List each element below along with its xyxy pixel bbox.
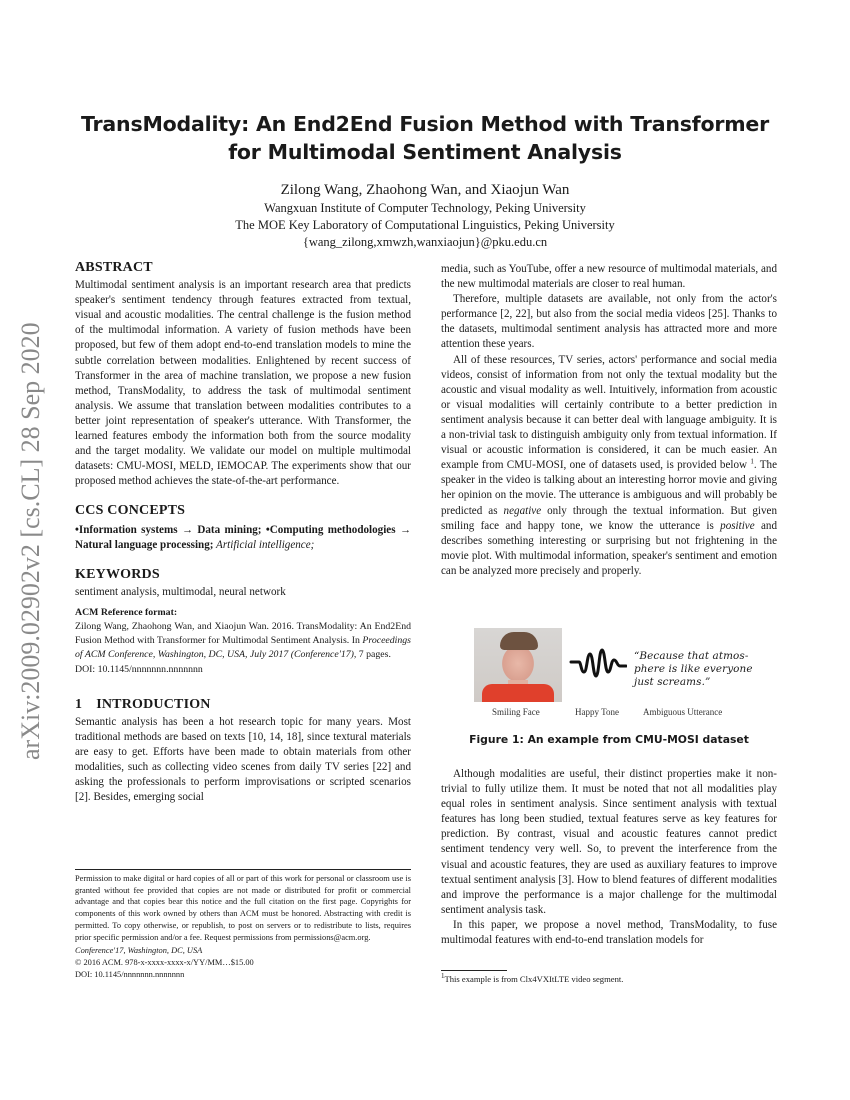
- acm-reference: [75, 606, 411, 677]
- footnote-ref[interactable]: 1: [750, 457, 754, 466]
- keywords-heading: KEYWORDS: [75, 566, 160, 582]
- p3-negative: negative: [503, 504, 542, 517]
- ccs-concepts: [75, 523, 411, 553]
- conference-line: Conference'17, Washington, DC, USA: [75, 946, 203, 956]
- intro-paragraph-3: [441, 353, 777, 579]
- acm-reference-doi: DOI: 10.1145/nnnnnnn.nnnnnnn: [75, 663, 203, 675]
- intro-paragraph-1-cont: media, such as YouTube, offer a new resource of multimodal materials, and the new multimodal materials are closer to real human.: [441, 263, 777, 291]
- section-number: 1: [75, 696, 83, 712]
- section-title: INTRODUCTION: [96, 696, 211, 712]
- right-column-bottom: [441, 767, 777, 948]
- footnote-mark: 1: [441, 972, 445, 981]
- title-line-2: for Multimodal Sentiment Analysis: [228, 140, 622, 164]
- ccs-bold: •Information systems → Data mining; •Computing methodologies → Natural language processing;: [75, 523, 411, 551]
- p3-text-a: All of these resources, TV series, actors' performance and social media videos, consist of information from not only the textual modality but the acoustic and visual modality as well. Intuitively, information from acoustic or visual modalities will certainly contribute to a better prediction in sentiment analysis because it can better deal with language ambiguity. It is a non-trivial task to distinguish ambiguity only from textual information. If visual or acoustic information is considered, it can be much easier. An example from CMU-MOSI, one of datasets used, is provided below: [441, 353, 777, 472]
- intro-paragraph-2: Therefore, multiple datasets are available, not only from the actor's performance [2, 22], but also from the social media videos [25]. Thanks to the datasets, multimodal sentiment analysis has attracted more and more attention these years.: [441, 293, 777, 351]
- permission-doi: DOI: 10.1145/nnnnnnn.nnnnnnn: [75, 969, 185, 979]
- authors: Zilong Wang, Zhaohong Wan, and Xiaojun Wan: [280, 182, 570, 198]
- acm-ref-venue: Proceedings of ACM Conference, Washington, DC, USA, July 2017 (Conference'17),: [75, 635, 411, 661]
- abstract-text: Multimodal sentiment analysis is an important research area that predicts speaker's sentiment tendency through features extracted from textual, visual and acoustic modalities. The central challenge is the fusion method of the multimodal information. A variety of fusion methods have been proposed, but few of them adopt end-to-end translation models to mine the subtle correlation between modalities. Enlightened by recent success of Transformer in the area of machine translation, we propose a new fusion method, TransModality, to address the task of multimodal sentiment analysis. We assume that translation between modalities contributes to a better joint representation of speaker's utterance. With Transformer, the learned features embody the information both from the source modality and the target modality. We validate our model on multiple multimodal datasets: CMU-MOSI, MELD, IEMOCAP. The experiments show that our proposed method achieves the state-of-the-art performance.: [75, 279, 411, 488]
- quote-line-1: “Because that atmos-: [634, 650, 749, 662]
- label-smiling-face: Smiling Face: [492, 707, 540, 717]
- affiliation-1: Wangxuan Institute of Computer Technology, Peking University: [264, 201, 586, 215]
- p3-text-c: only through the textual information. But given smiling face and happy tone, we know the utterance is: [441, 504, 778, 532]
- abstract-heading: ABSTRACT: [75, 260, 153, 275]
- acm-ref-authors: Zilong Wang, Zhaohong Wan, and Xiaojun Wan. 2016. TransModality: An End2End Fusion Method with Transformer for Multimodal Sentiment Analysis. In: [75, 620, 411, 647]
- footnote-rule: [441, 970, 507, 971]
- left-column: [75, 260, 411, 805]
- footnote-text: This example is from Clx4VXItLTE video segment.: [444, 974, 624, 984]
- smiling-face-photo: [474, 628, 562, 702]
- permission-rule: [75, 869, 411, 870]
- right-column-top: [441, 262, 777, 579]
- affiliation-2: The MOE Key Laboratory of Computational Linguistics, Peking University: [235, 218, 615, 232]
- quote-line-3: just screams.”: [634, 676, 711, 688]
- arxiv-stamp: arXiv:2009.02902v2 [cs.CL] 28 Sep 2020: [16, 322, 45, 760]
- introduction-heading: [75, 697, 411, 712]
- title-line-1: TransModality: An End2End Fusion Method with Transformer: [80, 112, 770, 136]
- quote-line-2: phere is like everyone: [634, 663, 753, 675]
- label-happy-tone: Happy Tone: [575, 707, 619, 717]
- label-ambiguous-utterance: Ambiguous Utterance: [643, 707, 723, 717]
- p3-positive: positive: [720, 519, 755, 532]
- intro-paragraph-1: Semantic analysis has been a hot research topic for many years. Most traditional methods are based on texts [10, 14, 18], since textural materials are easy to get. Efforts have been made to obtain materials from other modalities, such as collecting video scenes from daily TV series [22] and asking the professionals to perform improvisations or scripted scenarios [2]. Besides, emerging social: [75, 715, 411, 804]
- acm-ref-pages: 7 pages.: [356, 649, 391, 661]
- acm-reference-text: [75, 620, 411, 663]
- permission-text: Permission to make digital or hard copies of all or part of this work for personal or classroom use is granted without fee provided that copies are not made or distributed for profit or commercial advantage and that copies bear this notice and the full citation on the first page. Copyrights for components of this work owned by others than ACM must be honored. Abstracting with credit is permitted. To copy otherwise, or republish, to post on servers or to redistribute to lists, requires prior specific permission and/or a fee. Request permissions from permissions@acm.org.: [75, 874, 411, 942]
- paper-title: [60, 110, 790, 166]
- ambiguous-utterance-quote: [634, 650, 753, 689]
- intro-paragraph-5: In this paper, we propose a novel method, TransModality, to fuse multimodal features with end-to-end translation models for: [441, 918, 777, 947]
- acm-reference-heading: ACM Reference format:: [75, 606, 178, 618]
- keywords-text: sentiment analysis, multimodal, neural network: [75, 585, 286, 598]
- p3-text-d: and describes something interesting or surprising but not frightening in the movie plot. With multimodal information, speaker's sentiment and emotion can be analyzed more precisely and properly.: [441, 519, 777, 577]
- ccs-heading: CCS CONCEPTS: [75, 503, 186, 519]
- ccs-italic: Artificial intelligence;: [213, 538, 315, 551]
- intro-paragraph-4: Although modalities are useful, their distinct properties make it non-trivial to fully utilize them. It must be noted that not all modalities play equal roles in sentiment analysis. Since sentiment analysis with textual features has long been studied, textual features serve as key features for prediction. By contrast, visual and acoustic features cannot predict sentiment tendency very well. So, to prevent the interference from the visual and acoustic features, they are used as auxiliary features to improve textual sentiment analysis [3]. How to blend features of different modalities and improve the performance is a major challenge for the multimodal sentiment analysis task.: [441, 768, 777, 916]
- footnote: [441, 970, 623, 984]
- figure-1-caption: Figure 1: An example from CMU-MOSI dataset: [469, 733, 749, 746]
- sound-wave-icon: [569, 648, 627, 680]
- p3-text-b: . The speaker in the video is talking about an interesting horror movie and giving her opinion on the movie. The utterance is ambiguous and will probably be predicted as: [441, 459, 777, 517]
- permission-block: [75, 869, 411, 980]
- copyright-line: © 2016 ACM. 978-x-xxxx-xxxx-x/YY/MM…$15.00: [75, 957, 254, 967]
- author-emails: {wang_zilong,xmwzh,wanxiaojun}@pku.edu.cn: [302, 235, 548, 249]
